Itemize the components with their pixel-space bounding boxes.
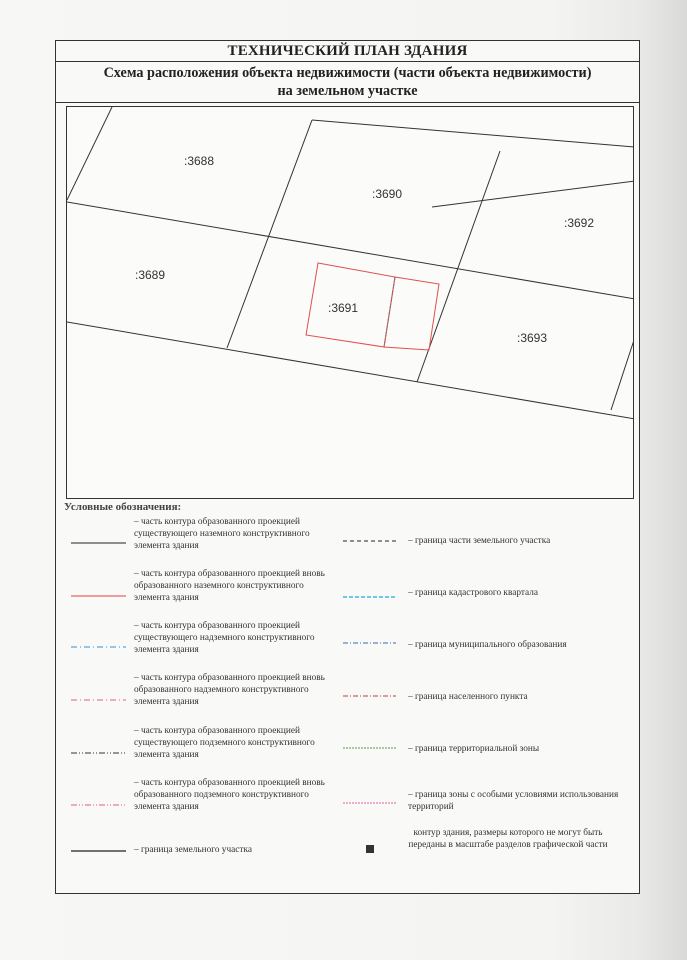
legend-item-small-building: контур здания, размеры которого не могут быть переданы в масштабе разделов графической части (408, 828, 608, 851)
legend-title: Условные обозначения: (64, 501, 182, 513)
parcel-boundary (312, 120, 634, 147)
parcel-boundary (67, 322, 634, 419)
subtitle-line-1: Схема расположения объекта недвижимости (части объекта недвижимости) (103, 65, 592, 81)
legend-item-part-boundary: – граница части земельного участка (408, 536, 551, 546)
legend-item-land-boundary: – граница земельного участка (134, 845, 252, 855)
parcel-boundary (67, 107, 112, 200)
parcel-boundary (611, 337, 634, 410)
parcel-boundary (227, 120, 312, 348)
legend-item-settlement-boundary: – граница населенного пункта (408, 692, 528, 702)
parcel-boundary (432, 181, 634, 207)
document-title: ТЕХНИЧЕСКИЙ ПЛАН ЗДАНИЯ (56, 41, 639, 62)
plan-frame (55, 40, 640, 894)
parcel-label-3691: :3691 (328, 301, 359, 315)
subtitle-line-2: на земельном участке (277, 83, 418, 99)
legend-item-municipal-boundary: – граница муниципального образования (408, 640, 567, 650)
legend-item-new-above: – часть контура образованного проекцией вновь образованного надземного конструктивного элемента здания (134, 673, 325, 708)
parcel-label-3690: :3690 (372, 187, 403, 201)
legend-item-special-zone: – граница зоны с особыми условиями использования территорий (408, 790, 619, 813)
parcel-map-svg (67, 107, 634, 499)
legend-item-zone-boundary: – граница территориальной зоны (408, 744, 540, 754)
parcel-label-3688: :3688 (184, 154, 215, 168)
legend-item-existing-ground: – часть контура образованного проекцией существующего наземного конструктивного элемента здания (134, 517, 310, 552)
legend-item-existing-under: – часть контура образованного проекцией существующего подземного конструктивного элемента здания (134, 726, 315, 761)
building-contour-part (384, 277, 439, 350)
legend-item-existing-above: – часть контура образованного проекцией существующего надземного конструктивного элемента здания (134, 621, 315, 656)
legend-left-symbols (66, 511, 136, 861)
parcel-label-3693: :3693 (517, 331, 548, 345)
cadastral-map (66, 106, 634, 499)
legend-item-new-under: – часть контура образованного проекцией вновь образованного подземного конструктивного элемента здания (134, 778, 325, 813)
parcel-label-3689: :3689 (135, 268, 166, 282)
document-subtitle (56, 61, 639, 103)
parcel-label-3692: :3692 (564, 216, 595, 230)
legend-right-symbols (338, 511, 408, 861)
legend-symbol-small-building (366, 845, 374, 853)
parcel-boundary (67, 202, 634, 299)
legend-item-new-ground: – часть контура образованного проекцией вновь образованного наземного конструктивного элемента здания (134, 569, 325, 604)
legend-item-quarter-boundary: – граница кадастрового квартала (408, 588, 539, 598)
